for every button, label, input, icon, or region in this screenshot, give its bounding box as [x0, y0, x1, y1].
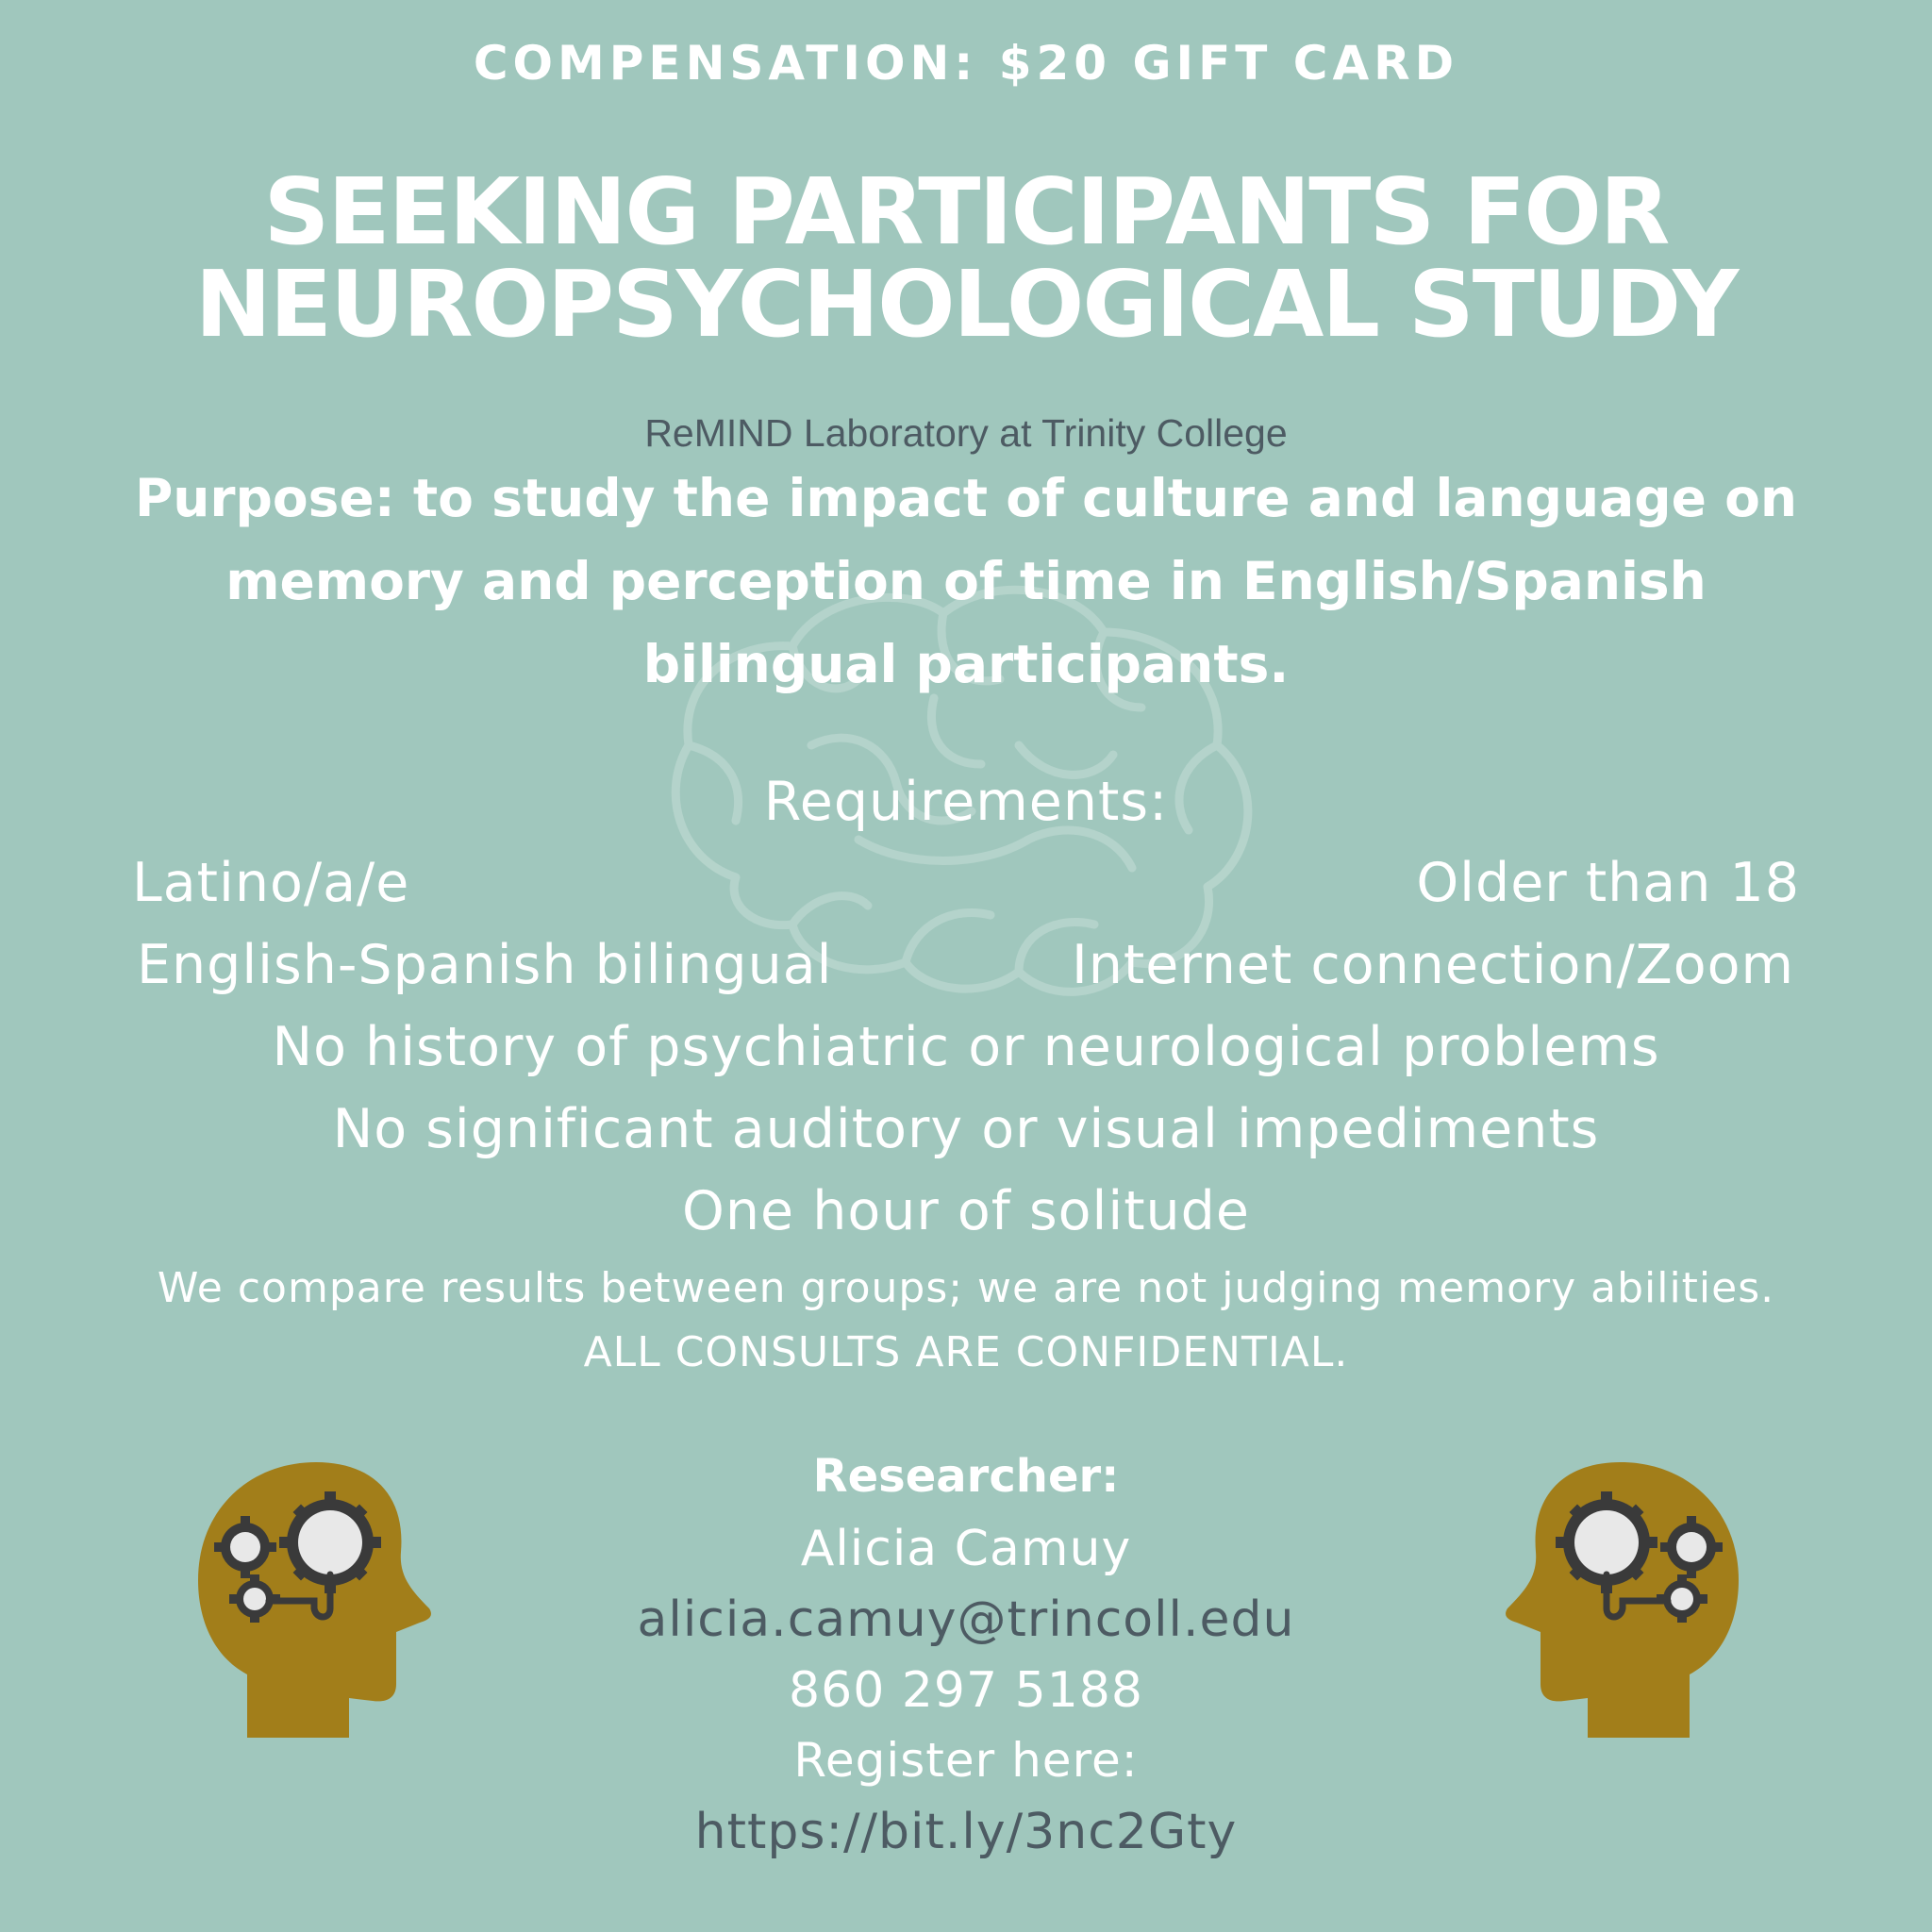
compensation-heading: COMPENSATION: $20 GIFT CARD: [473, 36, 1459, 91]
page-title: [0, 158, 1932, 358]
requirements-heading: Requirements:: [763, 771, 1169, 833]
researcher-phone: 860 297 5188: [789, 1662, 1143, 1719]
register-label: Register here:: [793, 1733, 1139, 1788]
researcher-email: alicia.camuy@trincoll.edu: [637, 1591, 1295, 1648]
requirement-auditory: No significant auditory or visual impediments: [332, 1098, 1600, 1160]
head-gears-icon: [193, 1457, 439, 1740]
requirement-history: No history of psychiatric or neurological problems: [272, 1016, 1660, 1078]
head-gears-icon: [1498, 1457, 1743, 1740]
researcher-label: Researcher:: [812, 1450, 1120, 1503]
title-line-2: NEUROPSYCHOLOGICAL STUDY: [194, 251, 1738, 358]
title-line-1: SEEKING PARTICIPANTS FOR: [263, 158, 1669, 265]
requirement-solitude: One hour of solitude: [682, 1180, 1250, 1242]
requirement-bilingual: English-Spanish bilingual: [137, 934, 833, 996]
requirement-internet: Internet connection/Zoom: [1071, 934, 1794, 996]
researcher-name: Alicia Camuy: [800, 1521, 1132, 1577]
requirement-age: Older than 18: [1416, 852, 1800, 914]
compare-note: We compare results between groups; we are not judging memory abilities.: [157, 1264, 1775, 1312]
lab-name: ReMIND Laboratory at Trinity College: [644, 411, 1288, 455]
confidential-note: ALL CONSULTS ARE CONFIDENTIAL.: [583, 1328, 1349, 1376]
requirement-latino: Latino/a/e: [132, 852, 410, 914]
purpose-text: Purpose: to study the impact of culture and language on memory and perception of time in English/Spanish bilingual participants.: [134, 468, 1798, 694]
register-link: https://bit.ly/3nc2Gty: [694, 1804, 1238, 1860]
